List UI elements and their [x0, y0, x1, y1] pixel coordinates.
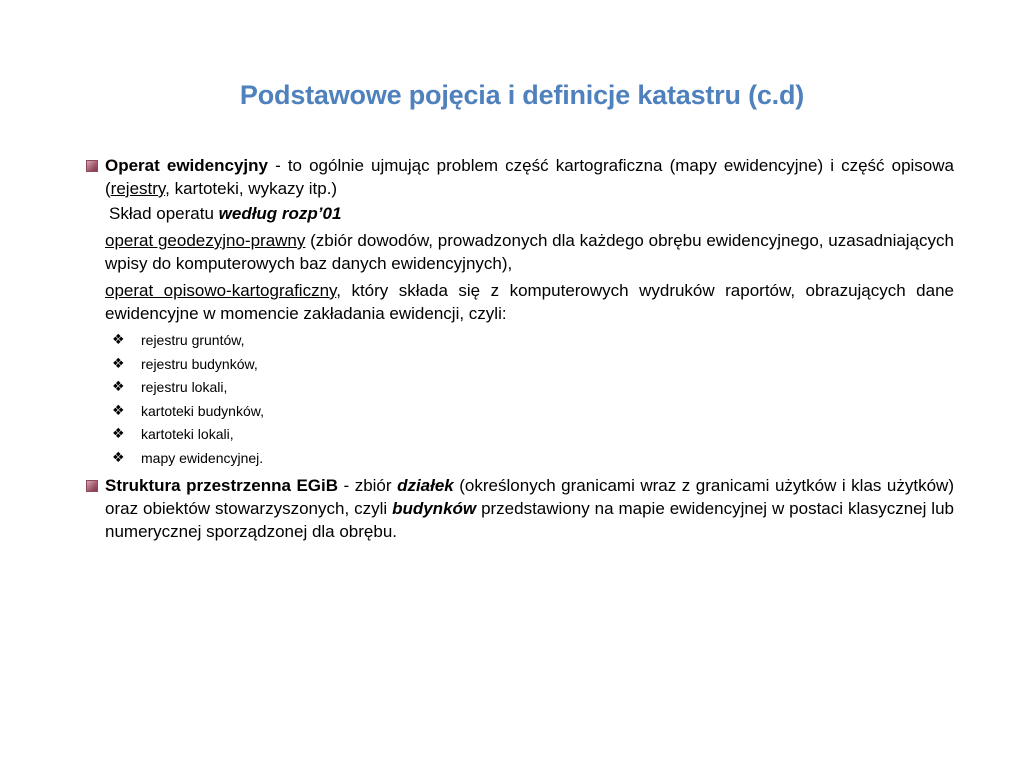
sklad-operatu-line	[84, 202, 954, 225]
struktura-text-b: (określonych granicami wraz z granicami użytków i klas użytków) oraz obiektów stowarzyszonych, czyli	[105, 476, 954, 518]
diamond-bullet-icon: ❖	[112, 355, 125, 372]
link-rejestry: rejestry	[110, 179, 166, 198]
list-item: ❖ rejestru budynków,	[84, 353, 954, 377]
paragraph-operat-opisowo-kartograficzny	[84, 279, 954, 325]
diamond-bullet-icon: ❖	[112, 449, 125, 466]
register-list	[84, 329, 954, 470]
list-item: ❖ rejestru lokali,	[84, 376, 954, 400]
diamond-bullet-icon: ❖	[112, 332, 125, 348]
definition-text-a: - to ogólnie ujmując problem część kartograficzna (mapy ewidencyjne) i część opisowa (	[105, 156, 954, 198]
struktura-text-c: przedstawiony na mapie ewidencyjnej w postaci klasycznej lub numerycznej sporządzonej dla obrębu.	[105, 499, 954, 541]
slide-content	[84, 154, 954, 543]
paragraph-struktura-przestrzenna	[84, 474, 954, 543]
diamond-bullet-icon: ❖	[112, 426, 125, 442]
diamond-bullet-icon: ❖	[112, 379, 125, 395]
definition-text-b: , kartoteki, wykazy itp.)	[165, 179, 338, 198]
square-bullet-icon	[86, 480, 98, 492]
sklad-regulation: według rozp’01	[218, 204, 342, 223]
opis-description: , który składa się z komputerowych wydruków raportów, obrazujących dane ewidencyjne w momencie zakładania ewidencji, czyli:	[105, 281, 954, 323]
paragraph-operat-ewidencyjny	[84, 154, 954, 200]
slide-title: Podstawowe pojęcia i definicje katastru (c.d)	[239, 80, 805, 110]
list-item: ❖ kartoteki budynków,	[84, 400, 954, 424]
sklad-text: Skład operatu	[109, 204, 219, 223]
term-operat-opisowo-kartograficzny: operat opisowo-kartograficzny	[105, 281, 337, 300]
term-dzialek: działek	[397, 476, 454, 495]
term-operat-ewidencyjny: Operat ewidencyjny	[105, 156, 268, 175]
list-item: ❖ mapy ewidencyjnej.	[84, 447, 954, 471]
geod-description: (zbiór dowodów, prowadzonych dla każdego obrębu ewidencyjnego, uzasadniających wpisy do komputerowych baz danych ewidencyjnych),	[105, 231, 954, 273]
list-item: ❖ rejestru gruntów,	[84, 329, 954, 353]
list-item: ❖ kartoteki lokali,	[84, 423, 954, 447]
term-struktura-przestrzenna: Struktura przestrzenna EGiB	[105, 476, 339, 495]
term-budynkow: budynków	[392, 499, 477, 518]
paragraph-operat-geodezyjno-prawny	[84, 229, 954, 275]
square-bullet-icon	[86, 160, 98, 172]
struktura-text-a: - zbiór	[338, 476, 398, 495]
term-operat-geodezyjno-prawny: operat geodezyjno-prawny	[105, 231, 306, 250]
diamond-bullet-icon: ❖	[112, 402, 125, 419]
